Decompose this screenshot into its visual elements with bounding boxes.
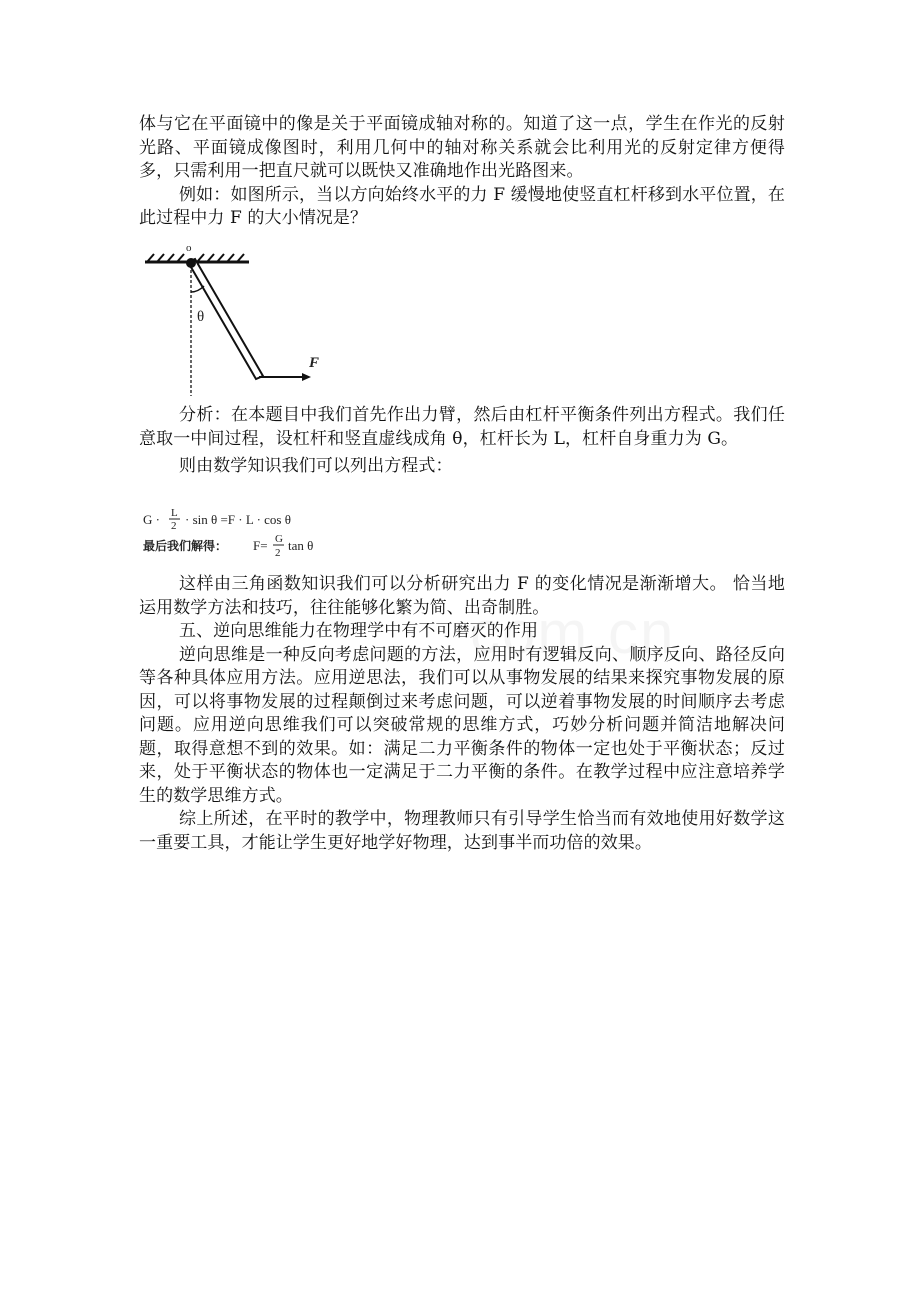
- formula-line2-tan: tan θ: [288, 538, 314, 553]
- paragraph-8: 综上所述，在平时的教学中，物理教师只有引导学生恰当而有效地使用好数学这一重要工具，才能让学生更好地学好物理，达到事半而功倍的效果。: [139, 809, 785, 853]
- pivot-point: [186, 258, 196, 268]
- formula-line1-right: · sin θ =F · L · cos θ: [185, 512, 291, 527]
- formula-image: [141, 505, 351, 567]
- paragraph-2: 例如：如图所示，当以方向始终水平的力 F 缓慢地使竖直杠杆移到水平位置，在此过程中力 F 的大小情况是？: [139, 184, 785, 228]
- paragraph-3: 分析：在本题目中我们首先作出力臂，然后由杠杆平衡条件列出方程式。我们任意取一中间过程，设杠杆和竖直虚线成角 θ，杠杆长为 L，杠杆自身重力为 G。: [139, 405, 785, 449]
- angle-label: θ: [197, 309, 205, 325]
- formula-line2-numerator: G: [275, 533, 283, 545]
- text-block-top: [139, 113, 785, 231]
- paragraph-7: 逆向思维是一种反向考虑问题的方法，应用时有逻辑反向、顺序反向、路径反向等各种具体应用方法。应用逆思法，我们可以从事物发展的结果来探究事物发展的原因，可以将事物发展的过程颠倒过来考虑问题，可以逆着事物发展的时间顺序去考虑问题。应用逆向思维我们可以突破常规的思维方式，巧妙分析问题并简洁地解决问题，取得意想不到的效果。如：满足二力平衡条件的物体一定也处于平衡状态；反过来，处于平衡状态的物体也一定满足于二力平衡的条件。在教学过程中应注意培养学生的数学思维方式。: [139, 644, 785, 806]
- formula-line1-numerator: L: [171, 507, 178, 519]
- pivot-label: o: [186, 242, 192, 254]
- paragraph-4: 则由数学知识我们可以列出方程式：: [179, 456, 453, 476]
- formula-line1-denominator: 2: [171, 520, 177, 532]
- force-label: F: [309, 355, 320, 371]
- formula-line2-F: F=: [253, 538, 268, 553]
- angle-arc: [191, 286, 204, 292]
- paragraph-6-heading: 五、逆向思维能力在物理学中有不可磨灭的作用: [179, 621, 539, 641]
- formula-line2-denominator: 2: [275, 547, 281, 559]
- formula-line1-left: G ·: [143, 512, 160, 527]
- paragraph-5: 这样由三角函数知识我们可以分析研究出力 F 的变化情况是渐渐增大。 恰当地运用数学方法和技巧，往往能够化繁为简、出奇制胜。: [139, 574, 785, 618]
- formula-line2-prefix: 最后我们解得：: [143, 539, 228, 553]
- paragraph-1: 体与它在平面镜中的像是关于平面镜成轴对称的。知道了这一点，学生在作光的反射光路、平面镜成像图时，利用几何中的轴对称关系就会比利用光的反射定律方便得多，只需利用一把直尺就可以既快又准确地作出光路图来。: [139, 114, 785, 181]
- lever-diagram: [141, 240, 336, 398]
- text-block-bottom: [139, 573, 785, 855]
- force-arrow-head: [302, 373, 311, 381]
- text-block-mid: [139, 404, 785, 479]
